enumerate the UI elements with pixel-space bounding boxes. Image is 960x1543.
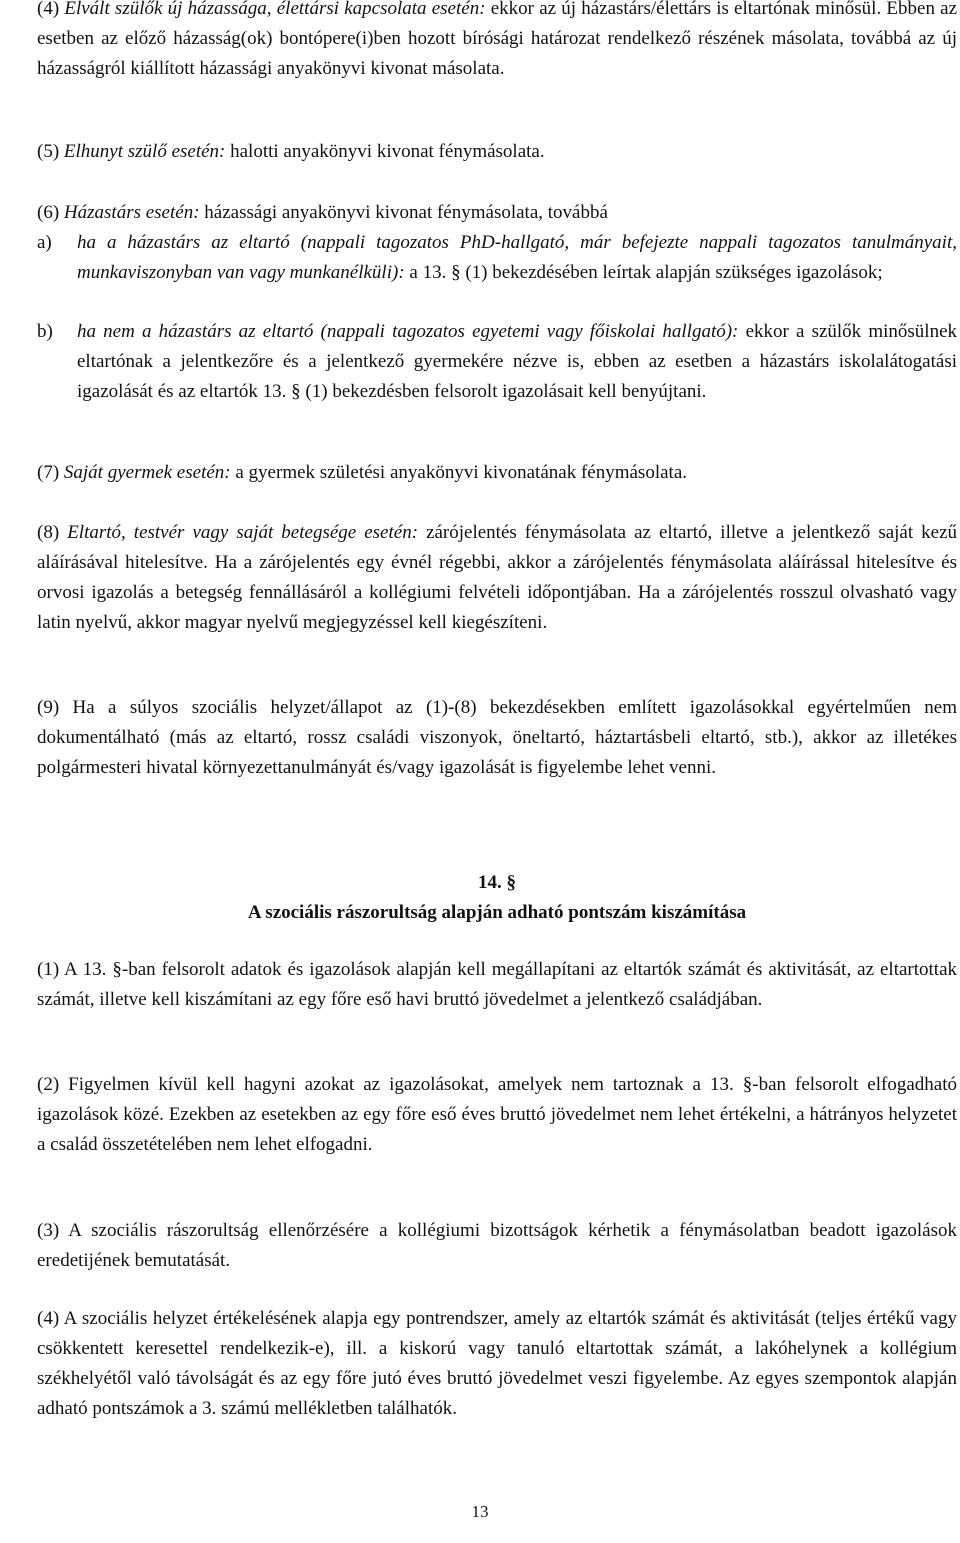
paragraph-text: a gyermek születési anyakönyvi kivonatának fénymásolata. (235, 462, 687, 483)
subitem-b (37, 317, 957, 407)
page-number: 13 (471, 1502, 489, 1521)
section-paragraph-1: (1) A 13. §-ban felsorolt adatok és igazolások alapján kell megállapítani az eltartók számát és aktivitását, az eltartottak számát, illetve kell kiszámítani az egy főre eső havi bruttó jövedelmet a jelentkező családjában. (37, 959, 957, 1010)
paragraph-condition: Saját gyermek esetén: (63, 462, 231, 483)
subitem-a (37, 228, 957, 288)
subitem-condition: ha nem a házastárs az eltartó (nappali tagozatos egyetemi vagy főiskolai hallgató): (77, 321, 739, 342)
paragraph-number: (6) (37, 202, 60, 223)
paragraph-5 (37, 137, 957, 167)
paragraph-9: (9) Ha a súlyos szociális helyzet/állapot az (1)-(8) bekezdésekben említett igazolásokkal egyértelműen nem dokumentálható (más az eltartó, rossz családi viszonyok, öneltartó, háztartásbeli eltartó, stb.), akkor az illetékes polgármesteri hivatal környezettanulmányát és/vagy igazolását is figyelembe lehet venni. (37, 697, 957, 778)
paragraph-8 (37, 518, 957, 638)
paragraph-number: (8) (37, 522, 60, 543)
subitem-body (77, 228, 957, 288)
paragraph-condition: Házastárs esetén: (63, 202, 200, 223)
subitem-text: ekkor a szülők minősülnek eltartónak a jelentkezőre és a jelentkező gyermekére nézve is, ebben az esetben a házastárs iskolalátogatási igazolását és az eltartók 13. § (1) bekezdésben felsorolt igazolásait kell benyújtani. (77, 321, 958, 402)
subitem-condition: ha a házastárs az eltartó (nappali tagozatos PhD-hallgató, már befejezte nappali tagozatos tanulmányait, munkaviszonyban van vagy munkanélküli): (77, 232, 957, 283)
paragraph-number: (5) (37, 141, 60, 162)
paragraph-6 (37, 198, 957, 228)
section-title: A szociális rászorultság alapján adható pontszám kiszámítása (247, 902, 747, 923)
paragraph-condition: Elhunyt szülő esetén: (63, 141, 226, 162)
paragraph-text: halotti anyakönyvi kivonat fénymásolata. (230, 141, 545, 162)
paragraph-condition: Elvált szülők új házassága, élettársi kapcsolata esetén: (64, 0, 486, 19)
paragraph-condition: Eltartó, testvér vagy saját betegsége esetén: (67, 522, 419, 543)
subitem-text: a 13. § (1) bekezdésében leírtak alapján szükséges igazolások; (409, 262, 883, 283)
paragraph-number: (4) (37, 0, 60, 19)
section-paragraph-4: (4) A szociális helyzet értékelésének alapja egy pontrendszer, amely az eltartók számát és aktivitását (teljes értékű vagy csökkentett keresettel rendelkezik-e), ill. a kiskorú vagy tanuló eltartottak számát, a lakóhelynek a kollégium székhelyétől való távolságát és az egy főre jutó éves bruttó jövedelmet veszi figyelembe. Az egyes szempontok alapján adható pontszámok a 3. számú mellékletben találhatók. (37, 1308, 957, 1419)
section-paragraph-2: (2) Figyelmen kívül kell hagyni azokat az igazolásokat, amelyek nem tartoznak a 13. §-ban felsorolt elfogadható igazolások közé. Ezekben az esetekben az egy főre eső éves bruttó jövedelmet nem lehet értékelni, a hátrányos helyzetet a család összetételében nem lehet elfogadni. (37, 1074, 957, 1155)
paragraph-text: ekkor az új házastárs/élettárs is eltartónak minősül. Ebben az esetben az előző házasság(ok) bontópere(i)ben hozott bírósági határozat rendelkező részének másolata, továbbá az új házasságról kiállított házassági anyakönyvi kivonat másolata. (37, 0, 958, 79)
subitem-body (77, 317, 957, 407)
paragraph-text: zárójelentés fénymásolata az eltartó, illetve a jelentkező saját kezű aláírásával hitelesítve. Ha a zárójelentés egy évnél régebbi, akkor a zárójelentés fénymásolata aláírással hitelesítve és orvosi igazolás a betegség fennállásáról a kollégiumi felvételi időpontjában. Ha a zárójelentés rosszul olvasható vagy latin nyelvű, akkor magyar nyelvű megjegyzéssel kell kiegészíteni. (37, 522, 958, 633)
section-paragraph-3: (3) A szociális rászorultság ellenőrzésére a kollégiumi bizottságok kérhetik a fénymásolatban beadott igazolások eredetijének bemutatását. (37, 1220, 957, 1271)
subitem-label: b) (37, 321, 53, 342)
paragraph-text: házassági anyakönyvi kivonat fénymásolata, továbbá (204, 202, 608, 223)
paragraph-number: (7) (37, 462, 60, 483)
paragraph-4 (37, 0, 957, 84)
subitem-label: a) (37, 232, 52, 253)
section-number: 14. § (478, 872, 516, 893)
paragraph-7 (37, 458, 957, 488)
